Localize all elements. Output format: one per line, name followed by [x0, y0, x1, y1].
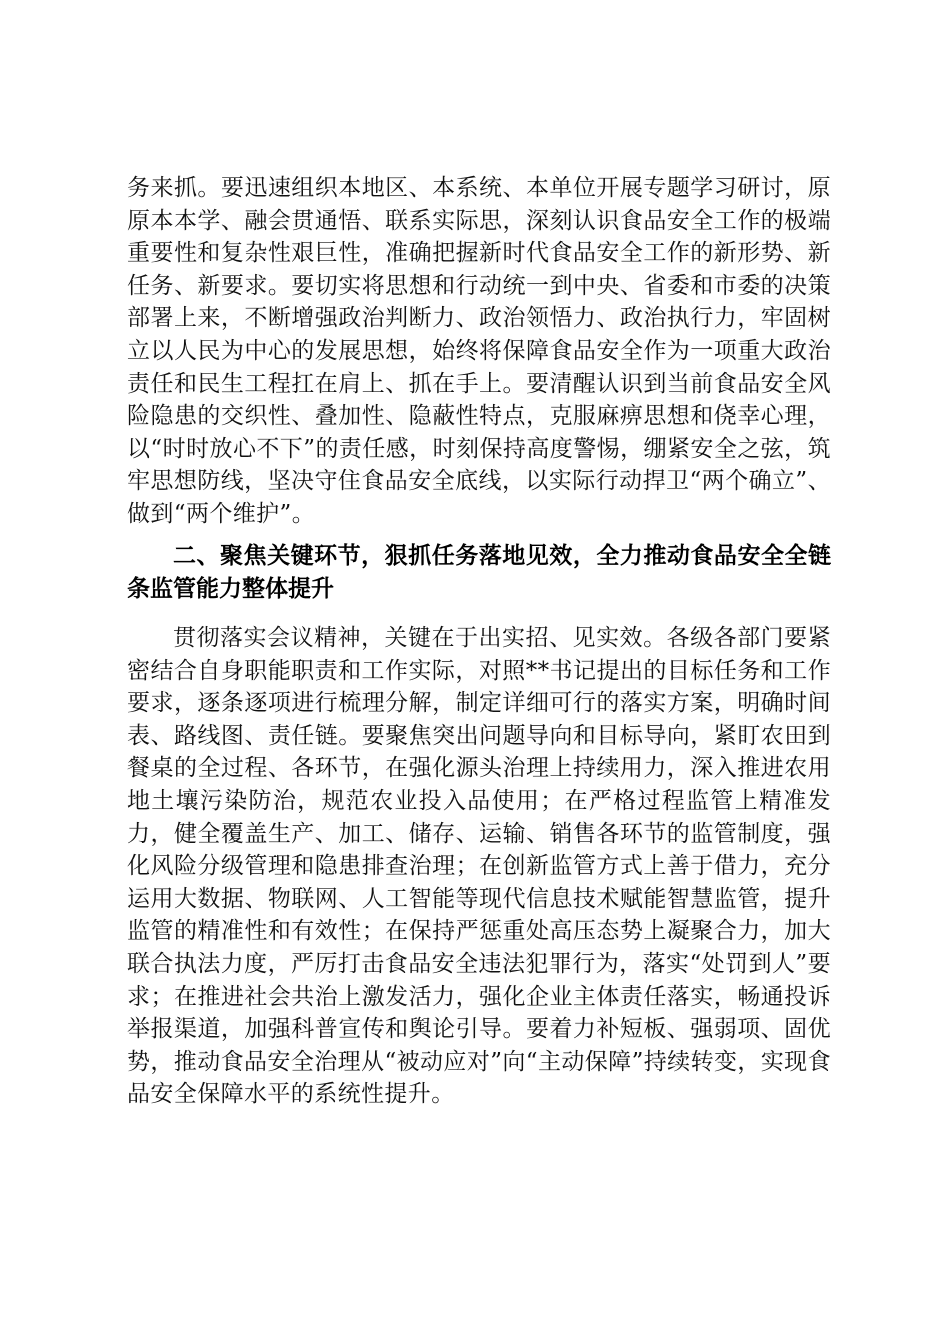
section-heading-2: 二、聚焦关键环节，狠抓任务落地见效，全力推动食品安全全链条监管能力整体提升: [127, 543, 831, 602]
body-paragraph-2: 贯彻落实会议精神，关键在于出实招、见实效。各级各部门要紧密结合自身职能职责和工作实际，对照**书记提出的目标任务和工作要求，逐条逐项进行梳理分解，制定详细可行的落实方案，明确时间表、路线图、责任链。要聚焦突出问题导向和目标导向，紧盯农田到餐桌的全过程、各环节，在强化源头治理上持续用力，深入推进农用地土壤污染防治，规范农业投入品使用；在严格过程监管上精准发力，健全覆盖生产、加工、储存、运输、销售各环节的监管制度，强化风险分级管理和隐患排查治理；在创新监管方式上善于借力，充分运用大数据、物联网、人工智能等现代信息技术赋能智慧监管，提升监管的精准性和有效性；在保持严惩重处高压态势上凝聚合力，加大联合执法力度，严厉打击食品安全违法犯罪行为，落实“处罚到人”要求；在推进社会共治上激发活力，强化企业主体责任落实，畅通投诉举报渠道，加强科普宣传和舆论引导。要着力补短板、强弱项、固优势，推动食品安全治理从“被动应对”向“主动保障”持续转变，实现食品安全保障水平的系统性提升。: [127, 625, 831, 1108]
body-paragraph-1: 务来抓。要迅速组织本地区、本系统、本单位开展专题学习研讨，原原本本学、融会贯通悟、联系实际思，深刻认识食品安全工作的极端重要性和复杂性艰巨性，准确把握新时代食品安全工作的新形势、新任务、新要求。要切实将思想和行动统一到中央、省委和市委的决策部署上来，不断增强政治判断力、政治领悟力、政治执行力，牢固树立以人民为中心的发展思想，始终将保障食品安全作为一项重大政治责任和民生工程扛在肩上、抓在手上。要清醒认识到当前食品安全风险隐患的交织性、叠加性、隐蔽性特点，克服麻痹思想和侥幸心理，以“时时放心不下”的责任感，时刻保持高度警惕，绷紧安全之弦，筑牢思想防线，坚决守住食品安全底线，以实际行动捍卫“两个确立”、做到“两个维护”。: [127, 175, 831, 527]
